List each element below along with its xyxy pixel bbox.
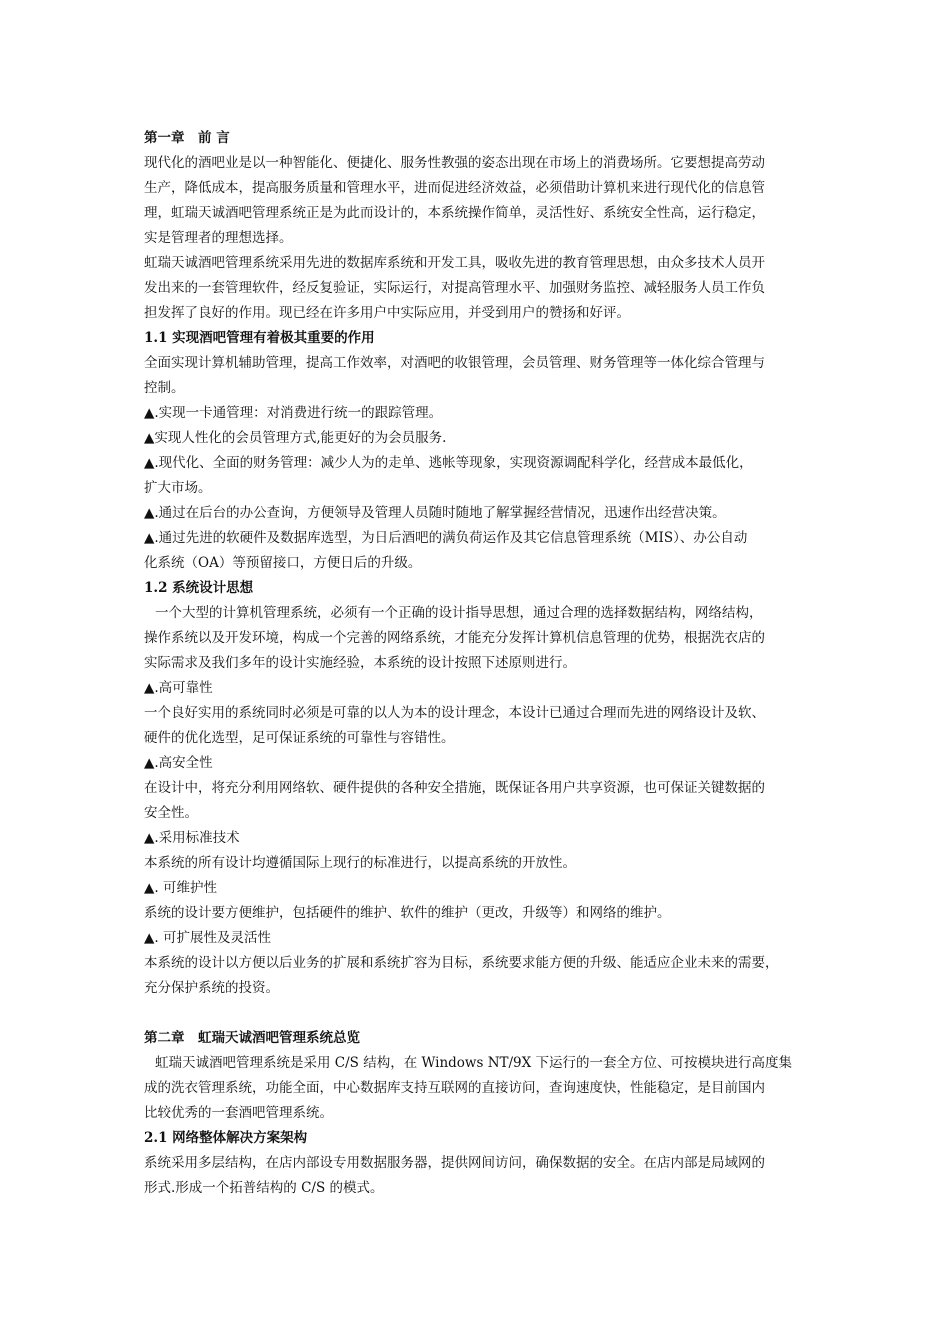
- paragraph-line: 本系统的所有设计均遵循国际上现行的标准进行，以提高系统的开放性。: [144, 855, 576, 871]
- section-1-1-heading: 1.1 实现酒吧管理有着极其重要的作用: [144, 330, 375, 346]
- paragraph-line: 系统采用多层结构，在店内部设专用数据服务器，提供网间访问，确保数据的安全。在店内部是局域网的: [144, 1155, 765, 1171]
- paragraph-line: 虹瑞天诚酒吧管理系统是采用 C/S 结构，在 Windows NT/9X 下运行的一套全方位、可按模块进行高度集: [155, 1055, 793, 1071]
- chapter-spacer: [144, 1001, 814, 1026]
- chapter-2-title: 第二章 虹瑞天诚酒吧管理系统总览: [144, 1030, 360, 1046]
- paragraph-line: 本系统的设计以方便以后业务的扩展和系统扩容为目标，系统要求能方便的升级、能适应企业未来的需要，: [144, 955, 779, 971]
- bullet-line: ▲.采用标准技术: [144, 830, 240, 846]
- paragraph-line: 操作系统以及开发环境，构成一个完善的网络系统，才能充分发挥计算机信息管理的优势，根据洗衣店的: [144, 630, 765, 646]
- paragraph-line: 现代化的酒吧业是以一种智能化、便捷化、服务性教强的姿态出现在市场上的消费场所。它要想提高劳动: [144, 155, 765, 171]
- paragraph-line: 实是管理者的理想选择。: [144, 230, 293, 246]
- paragraph-line: 一个大型的计算机管理系统，必须有一个正确的设计指导思想，通过合理的选择数据结构，网络结构，: [155, 605, 763, 621]
- paragraph-line: 控制。: [144, 380, 185, 396]
- bullet-line: ▲实现人性化的会员管理方式,能更好的为会员服务.: [144, 430, 447, 446]
- bullet-line: ▲.通过在后台的办公查询，方便领导及管理人员随时随地了解掌握经营情况，迅速作出经营决策。: [144, 505, 726, 521]
- bullet-line: ▲. 可扩展性及灵活性: [144, 930, 271, 946]
- chapter-1-intro: [144, 151, 814, 326]
- bullet-line: ▲.高可靠性: [144, 680, 213, 696]
- bullet-line: ▲.实现一卡通管理：对消费进行统一的跟踪管理。: [144, 405, 443, 421]
- section-1-2-body: [144, 601, 814, 1001]
- paragraph-line: 成的洗衣管理系统，功能全面，中心数据库支持互联网的直接访问，查询速度快，性能稳定，是目前国内: [144, 1080, 765, 1096]
- paragraph-line: 理，虹瑞天诚酒吧管理系统正是为此而设计的，本系统操作简单，灵活性好、系统安全性高，运行稳定，: [144, 205, 765, 221]
- section-1-1-body: [144, 351, 814, 576]
- paragraph-line: 化系统（OA）等预留接口，方便日后的升级。: [144, 555, 422, 571]
- paragraph-line: 充分保护系统的投资。: [144, 980, 279, 996]
- bullet-line: ▲.现代化、全面的财务管理：减少人为的走单、逃帐等现象，实现资源调配科学化，经营成本最低化，: [144, 455, 753, 471]
- document-body: [144, 126, 814, 1201]
- paragraph-line: 系统的设计要方便维护，包括硬件的维护、软件的维护（更改，升级等）和网络的维护。: [144, 905, 671, 921]
- paragraph-line: 形式.形成一个拓普结构的 C/S 的模式。: [144, 1180, 384, 1196]
- section-2-1-heading: 2.1 网络整体解决方案架构: [144, 1130, 308, 1146]
- bullet-line: ▲. 可维护性: [144, 880, 217, 896]
- paragraph-line: 发出来的一套管理软件，经反复验证，实际运行，对提高管理水平、加强财务监控、减轻服务人员工作负: [144, 280, 765, 296]
- paragraph-line: 硬件的优化选型，足可保证系统的可靠性与容错性。: [144, 730, 455, 746]
- paragraph-line: 实际需求及我们多年的设计实施经验，本系统的设计按照下述原则进行。: [144, 655, 576, 671]
- chapter-2-intro: [144, 1051, 814, 1126]
- paragraph-line: 担发挥了良好的作用。现已经在许多用户中实际应用，并受到用户的赞扬和好评。: [144, 305, 630, 321]
- paragraph-line: 扩大市场。: [144, 480, 212, 496]
- section-1-2-heading: 1.2 系统设计思想: [144, 580, 254, 596]
- section-2-1-body: [144, 1151, 814, 1201]
- bullet-line: ▲.通过先进的软硬件及数据库选型，为日后酒吧的满负荷运作及其它信息管理系统（MIS）、办公自动: [144, 530, 748, 546]
- chapter-1-title: 第一章 前 言: [144, 130, 230, 146]
- paragraph-line: 比较优秀的一套酒吧管理系统。: [144, 1105, 333, 1121]
- bullet-line: ▲.高安全性: [144, 755, 213, 771]
- paragraph-line: 全面实现计算机辅助管理，提高工作效率，对酒吧的收银管理，会员管理、财务管理等一体化综合管理与: [144, 355, 765, 371]
- paragraph-line: 在设计中，将充分利用网络软、硬件提供的各种安全措施，既保证各用户共享资源，也可保证关键数据的: [144, 780, 765, 796]
- paragraph-line: 生产，降低成本，提高服务质量和管理水平，进而促进经济效益，必须借助计算机来进行现代化的信息管: [144, 180, 765, 196]
- paragraph-line: 虹瑞天诚酒吧管理系统采用先进的数据库系统和开发工具，吸收先进的教育管理思想，由众多技术人员开: [144, 255, 765, 271]
- paragraph-line: 安全性。: [144, 805, 198, 821]
- paragraph-line: 一个良好实用的系统同时必须是可靠的以人为本的设计理念，本设计已通过合理而先进的网络设计及软、: [144, 705, 765, 721]
